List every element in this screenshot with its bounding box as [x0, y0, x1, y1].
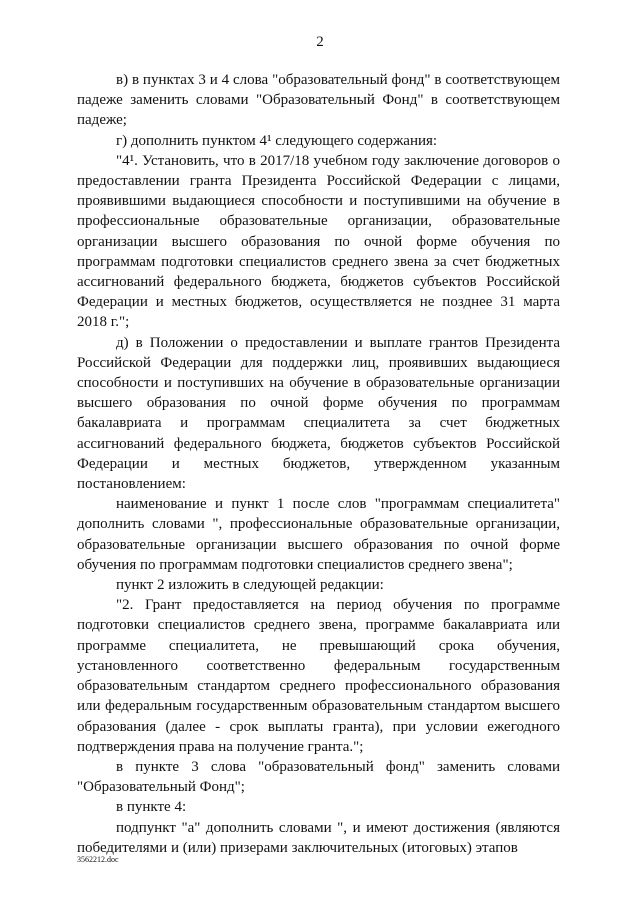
footer-doc-code: 3562212.doc [77, 855, 119, 864]
paragraph-v: в) в пунктах 3 и 4 слова "образовательный фонд" в соответствующем падеже заменить словами "Образовательный Фонд" в соответствующем падеже; [77, 72, 560, 129]
paragraph-point-2-text: "2. Грант предоставляется на период обучения по программе подготовки специалистов среднего звена, программе бакалавриата или программе специалитета, не превышающий срока обучения, установленного соответственно федеральным государственным образовательным стандартом среднего профессионального образования или федеральным государственным образовательным стандартом высшего образования (далее - срок выплаты гранта), при условии ежегодного подтверждения права на получение гранта."; [77, 597, 560, 755]
paragraph-d: д) в Положении о предоставлении и выплате грантов Президента Российской Федерации для поддержки лиц, проявивших выдающиеся способности и поступивших на обучение в образовательные организации высшего образования по очной форме обучения по программам бакалавриата и программам специалитета за счет бюджетных ассигнований федерального бюджета, бюджетов субъектов Российской Федерации и местных бюджетов, утвержденном указанным постановлением: [77, 334, 560, 493]
paragraph-point-4-1: "4¹. Установить, что в 2017/18 учебном году заключение договоров о предоставлении гранта Президента Российской Федерации с лицами, проявившими выдающиеся способности и поступившими на обучение в профессиональные образовательные организации, образовательные организации высшего образования по очной форме обучения по программам подготовки специалистов среднего звена за счет бюджетных ассигнований федерального бюджета, бюджетов субъектов Российской Федерации и местных бюджетов, осуществляется не позднее 31 марта 2018 г."; [77, 152, 560, 331]
paragraph-g: г) дополнить пунктом 4¹ следующего содержания: [116, 132, 438, 149]
paragraph-title-point-1: наименование и пункт 1 после слов "программам специалитета" дополнить словами ", профессиональные образовательные организации, образовательные организации высшего образования по очной форме обучения по программам подготовки специалистов среднего звена"; [77, 496, 560, 573]
paragraph-point-2-intro: пункт 2 изложить в следующей редакции: [116, 577, 384, 594]
paragraph-subpoint-a: подпункт "а" дополнить словами ", и имеют достижения (являются победителями и (или) призерами заключительных (итоговых) этапов [77, 819, 560, 856]
paragraph-point-3: в пункте 3 слова "образовательный фонд" заменить словами "Образовательный Фонд"; [77, 758, 560, 796]
document-body [77, 70, 560, 858]
paragraph-point-4-intro: в пункте 4: [116, 799, 187, 816]
page-number: 2 [316, 34, 324, 50]
